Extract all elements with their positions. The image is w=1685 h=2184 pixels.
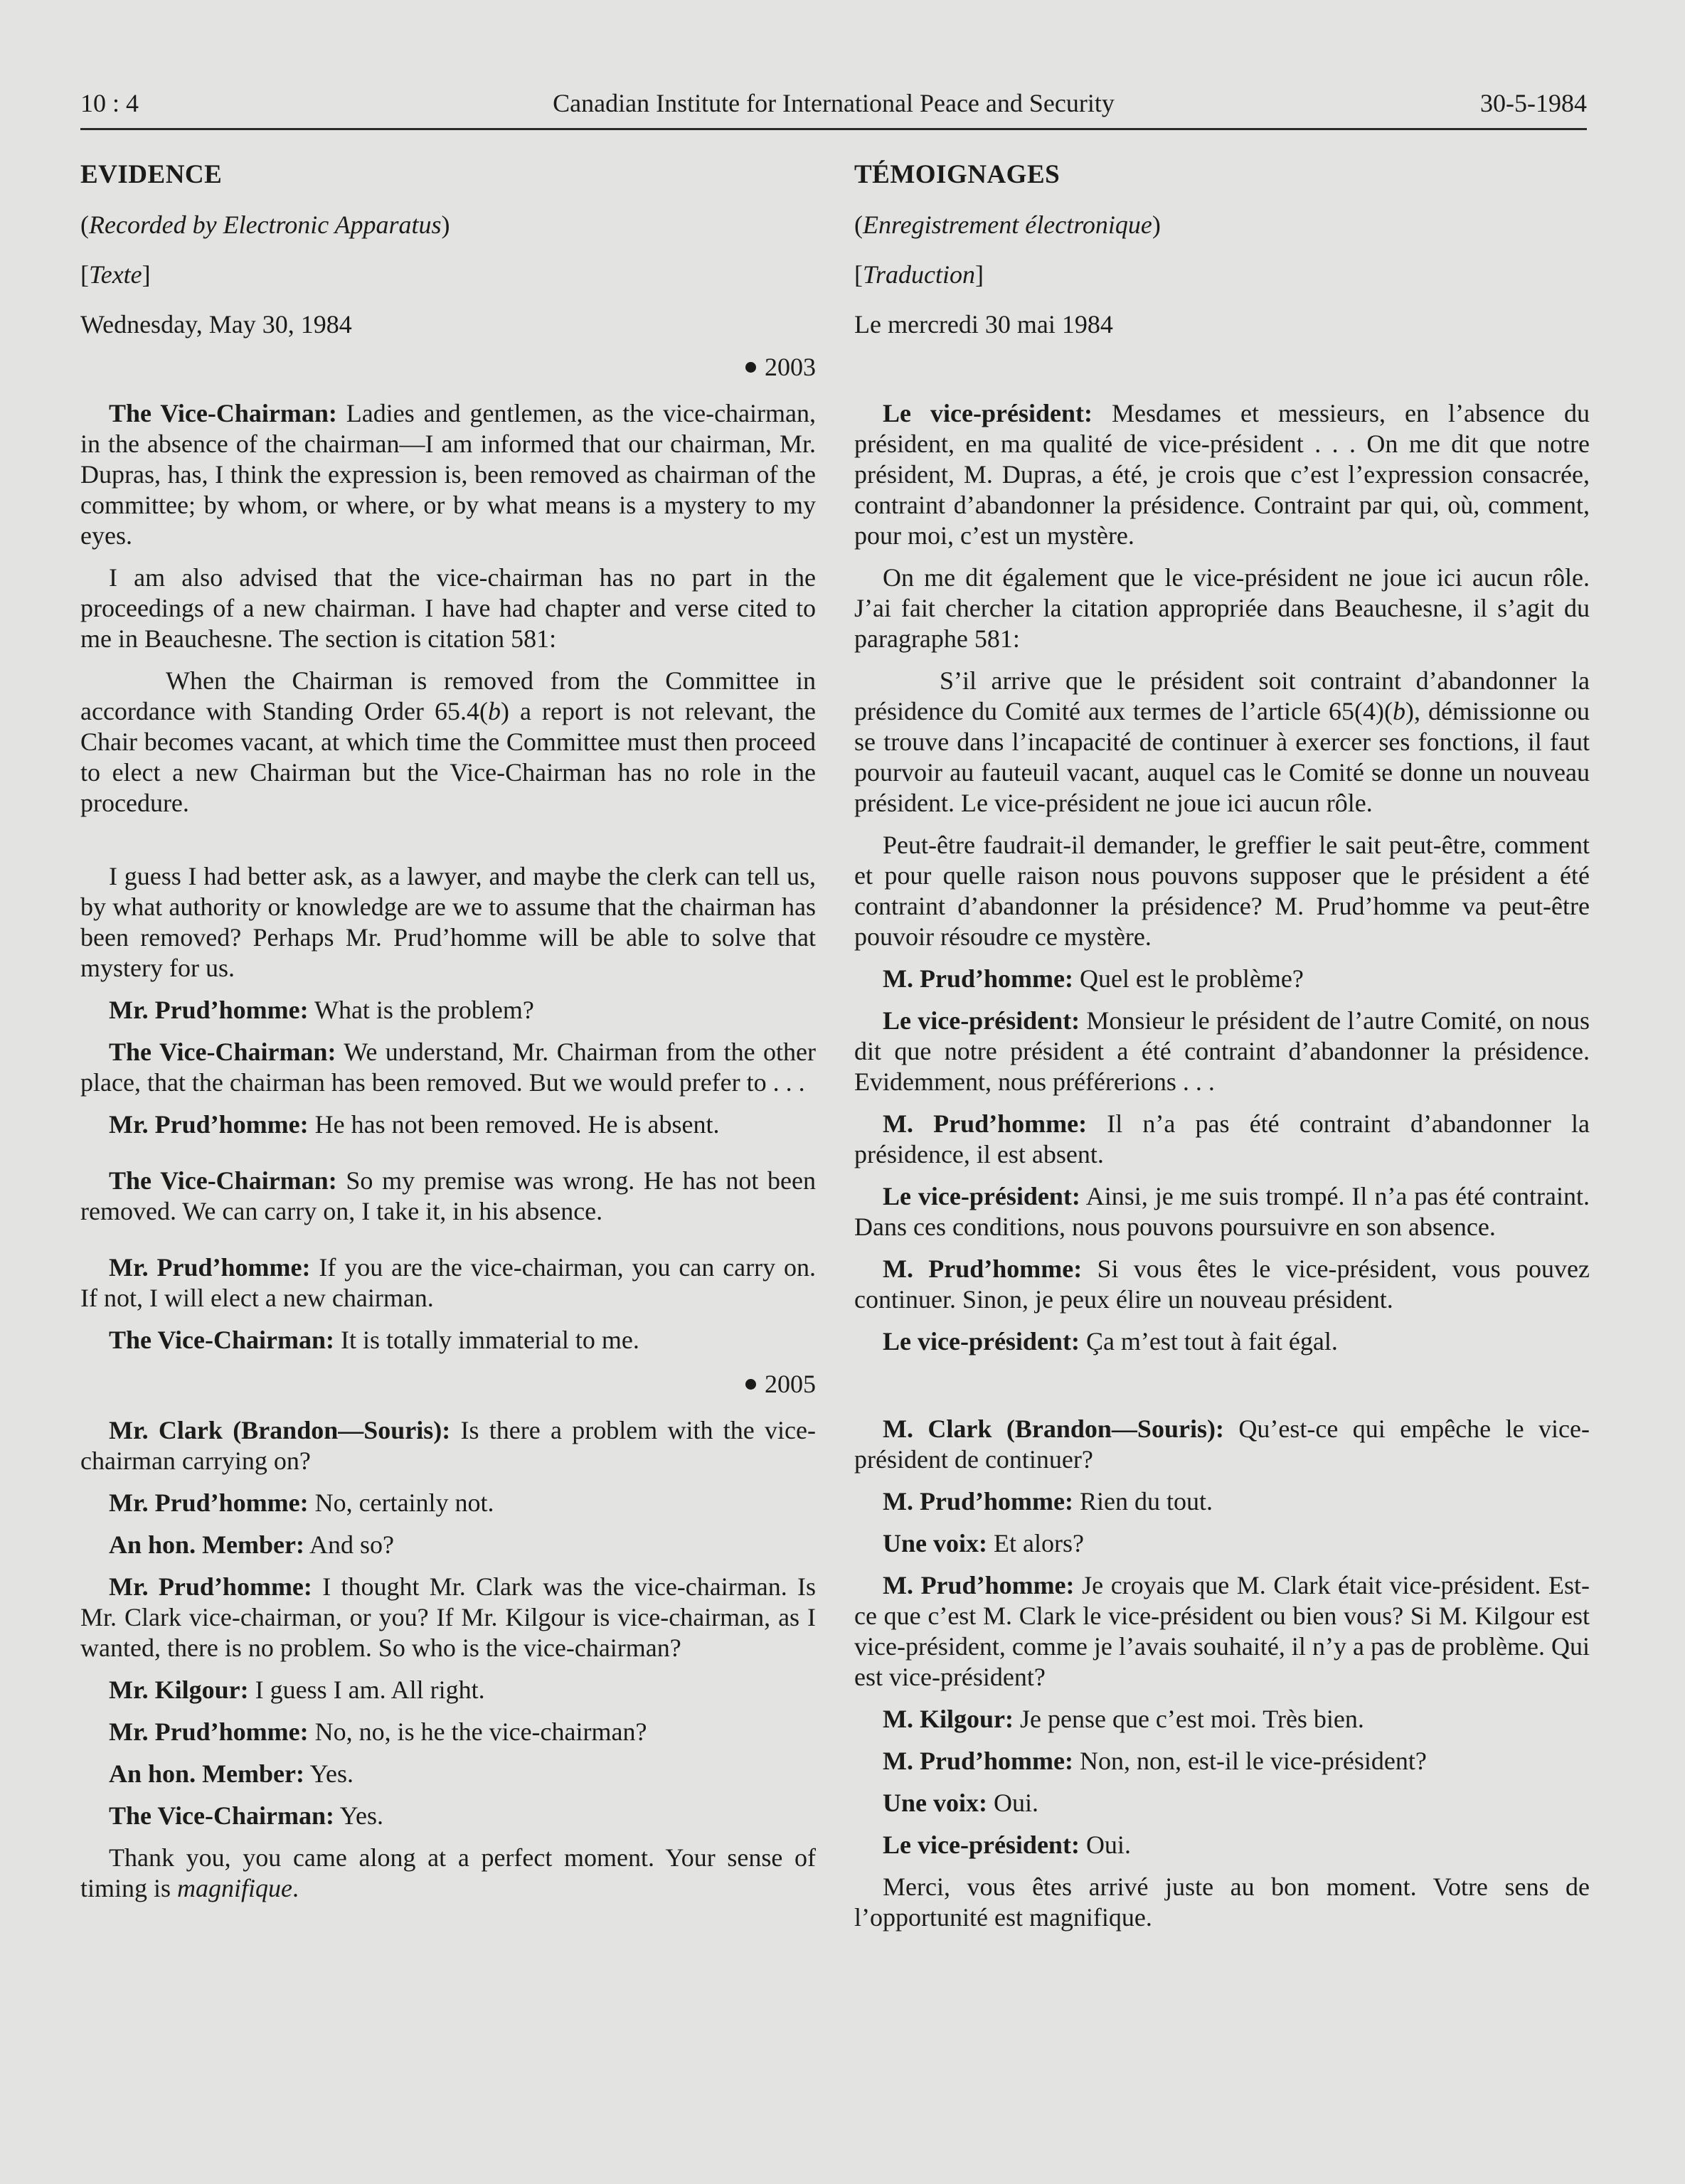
paragraph: Mr. Clark (Brandon—Souris): Is there a problem with the vice-chairman carrying on? (80, 1416, 816, 1475)
bullet-icon (745, 1379, 756, 1390)
paragraph: M. Clark (Brandon—Souris): Qu’est-ce qui empêche le vice-président de continuer? (854, 1415, 1590, 1474)
paragraph: Mr. Kilgour: I guess I am. All right. (109, 1676, 485, 1704)
paragraph: Mr. Prud’homme: What is the problem? (109, 996, 534, 1024)
paragraph: Mr. Prud’homme: I thought Mr. Clark was the vice-chairman. Is Mr. Clark vice-chairman, or you? If Mr. Kilgour is vice-chairman, as I wanted, there is no problem. So who is the vice-chairman? (80, 1572, 816, 1662)
paragraph: Le vice-président: Mesdames et messieurs, en l’absence du président, en ma qualité de vice-président . . . On me dit que notre président, M. Dupras, a été, je crois que c’est l’expression consacrée, contraint d’abandonner la présidence. Contraint par qui, où, comment, pour moi, c’est un mystère. (854, 399, 1590, 550)
running-header (80, 88, 1587, 124)
sitting-date: Le mercredi 30 mai 1984 (854, 310, 1113, 339)
time-marker: 2005 (80, 1367, 816, 1401)
paragraph: Peut-être faudrait-il demander, le greffier le sait peut-être, comment et pour quelle raison nous pouvons supposer que le président a été contraint d’abandonner la présidence? M. Prud’homme va peut-être pouvoir résoudre ce mystère. (854, 831, 1590, 951)
paragraph: Mr. Prud’homme: If you are the vice-chairman, you can carry on. If not, I will elect a new chairman. (80, 1253, 817, 1312)
paragraph: Mr. Prud’homme: No, no, is he the vice-chairman? (109, 1717, 647, 1746)
paragraph: The Vice-Chairman: We understand, Mr. Chairman from the other place, that the chairman has been removed. But we would prefer to . . . (80, 1038, 816, 1097)
paragraph: An hon. Member: And so? (109, 1530, 394, 1559)
header-date: 30-5-1984 (1480, 89, 1587, 117)
time-marker: 2003 (80, 350, 816, 384)
paragraph: Le vice-président: Oui. (883, 1831, 1131, 1859)
paragraph: M. Prud’homme: Non, non, est-il le vice-président? (883, 1747, 1427, 1775)
paragraph: Mr. Prud’homme: No, certainly not. (109, 1488, 494, 1517)
header-title: Canadian Institute for International Peace and Security (553, 89, 1115, 117)
recording-note: (Enregistrement électronique) (854, 211, 1161, 239)
language-note: [Traduction] (854, 260, 984, 289)
paragraph: The Vice-Chairman: Ladies and gentlemen, as the vice-chairman, in the absence of the chairman—I am informed that our chairman, Mr. Dupras, has, I think the expression is, been removed as chairman of the committee; by whom, or where, or by what means is a mystery to my eyes. (80, 399, 816, 550)
citation-quote: S’il arrive que le président soit contraint d’abandonner la présidence du Comité aux termes de l’article 65(4)(b), démissionne ou se trouve dans l’incapacité de continuer à exercer ses fonctions, il faut pourvoir au fauteuil vacant, auquel cas le Comité se donne un nouveau président. Le vice-président ne joue ici aucun rôle. (854, 666, 1590, 817)
paragraph: M. Kilgour: Je pense que c’est moi. Très bien. (883, 1705, 1364, 1733)
french-column (854, 158, 1590, 1944)
paragraph: Thank you, you came along at a perfect moment. Your sense of timing is magnifique. (80, 1843, 816, 1902)
section-heading: TÉMOIGNAGES (854, 160, 1061, 189)
paragraph: I guess I had better ask, as a lawyer, and maybe the clerk can tell us, by what authority or knowledge are we to assume that the chairman has been removed? Perhaps Mr. Prud’homme will be able to solve that mystery for us. (80, 862, 816, 982)
citation-quote: When the Chairman is removed from the Committee in accordance with Standing Order 65.4(b) a report is not relevant, the Chair becomes vacant, at which time the Committee must then proceed to elect a new Chairman but the Vice-Chairman has no role in the procedure. (80, 666, 816, 817)
paragraph: M. Prud’homme: Il n’a pas été contraint d’abandonner la présidence, il est absent. (854, 1109, 1590, 1168)
recording-note: (Recorded by Electronic Apparatus) (80, 211, 450, 239)
page-number: 10 : 4 (80, 89, 139, 117)
sitting-date: Wednesday, May 30, 1984 (80, 310, 352, 339)
paragraph: Une voix: Oui. (883, 1789, 1038, 1817)
paragraph: M. Prud’homme: Je croyais que M. Clark était vice-président. Est-ce que c’est M. Clark le vice-président ou bien vous? Si M. Kilgour est vice-président, comme je l’avais souhaité, il n’y a pas de problème. Qui est vice-président? (854, 1571, 1590, 1691)
bullet-icon (745, 362, 756, 373)
english-column (80, 158, 816, 1915)
paragraph: I am also advised that the vice-chairman has no part in the proceedings of a new chairman. I have had chapter and verse cited to me in Beauchesne. The section is citation 581: (80, 563, 816, 653)
paragraph: Une voix: Et alors? (883, 1529, 1084, 1557)
header-rule (80, 128, 1587, 130)
paragraph: The Vice-Chairman: It is totally immaterial to me. (109, 1326, 639, 1354)
language-note: [Texte] (80, 260, 151, 289)
paragraph: M. Prud’homme: Rien du tout. (883, 1487, 1213, 1516)
paragraph: Mr. Prud’homme: He has not been removed. He is absent. (109, 1110, 720, 1139)
paragraph: Le vice-président: Ainsi, je me suis trompé. Il n’a pas été contraint. Dans ces conditions, nous pouvons poursuivre en son absence. (854, 1182, 1590, 1241)
paragraph: M. Prud’homme: Si vous êtes le vice-président, vous pouvez continuer. Sinon, je peux élire un nouveau président. (854, 1255, 1590, 1314)
paragraph: Le vice-président: Monsieur le président de l’autre Comité, on nous dit que notre président a été contraint d’abandonner la présidence. Evidemment, nous préférerions . . . (854, 1006, 1590, 1096)
paragraph: The Vice-Chairman: Yes. (109, 1801, 384, 1830)
paragraph: Le vice-président: Ça m’est tout à fait égal. (883, 1327, 1338, 1355)
paragraph: On me dit également que le vice-président ne joue ici aucun rôle. J’ai fait chercher la citation appropriée dans Beauchesne, il s’agit du paragraphe 581: (854, 563, 1590, 653)
section-heading: EVIDENCE (80, 160, 223, 189)
paragraph: Merci, vous êtes arrivé juste au bon moment. Votre sens de l’opportunité est magnifique. (854, 1873, 1590, 1932)
paragraph: An hon. Member: Yes. (109, 1759, 354, 1788)
paragraph: The Vice-Chairman: So my premise was wrong. He has not been removed. We can carry on, I take it, in his absence. (80, 1166, 816, 1225)
paragraph: M. Prud’homme: Quel est le problème? (883, 964, 1304, 993)
